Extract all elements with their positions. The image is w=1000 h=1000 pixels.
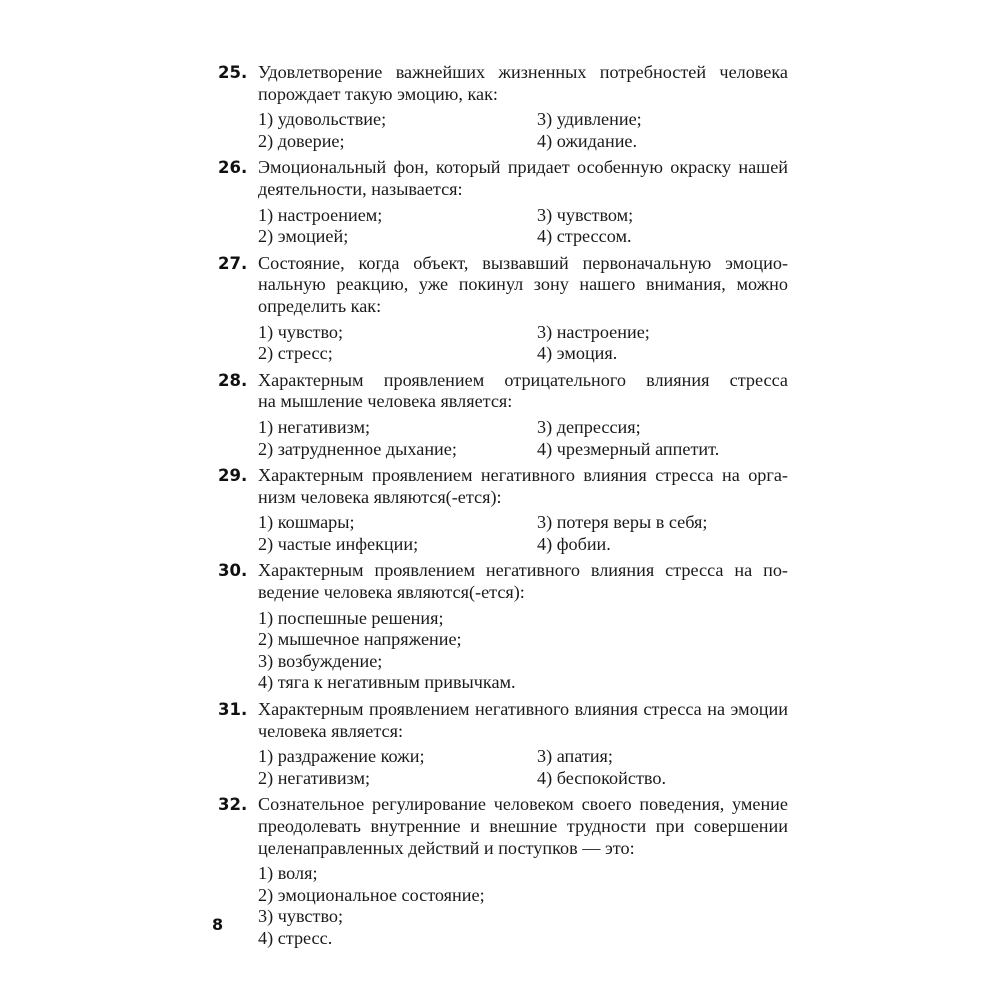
question-text <box>258 699 788 742</box>
answer-option: 2) частые инфекции; <box>258 533 419 554</box>
answer-option: 3) апатия; <box>537 746 613 767</box>
answer-option: 4) беспокойство. <box>537 767 666 788</box>
answer-options <box>258 322 788 365</box>
question-number: 26. <box>218 158 248 178</box>
question-text-line: низм человека являются(-ется): <box>258 486 502 507</box>
answer-options <box>258 205 788 248</box>
question-27 <box>218 253 788 365</box>
answer-option: 4) фобии. <box>537 533 611 554</box>
question-text-line: Характерным проявлением негативного влияния стресса на эмоции <box>258 699 788 720</box>
question-text-line: Эмоциональный фон, который придает особенную окраску нашей <box>258 157 788 178</box>
answer-options <box>258 109 788 152</box>
answer-option: 3) возбуждение; <box>258 650 383 671</box>
question-text-line: Сознательное регулирование человеком своего поведения, умение <box>258 794 788 815</box>
answer-option: 2) доверие; <box>258 130 345 151</box>
question-28 <box>218 370 788 460</box>
question-text <box>258 560 788 603</box>
question-number: 27. <box>218 253 248 273</box>
answer-option: 3) настроение; <box>537 321 650 342</box>
answer-options <box>258 863 788 949</box>
question-32 <box>218 794 788 949</box>
question-text <box>258 62 788 105</box>
question-text-line: Удовлетворение важнейших жизненных потребностей человека <box>258 62 788 82</box>
answer-option: 2) негативизм; <box>258 767 371 788</box>
question-text <box>258 465 788 508</box>
answer-option: 1) кошмары; <box>258 512 355 533</box>
question-number: 29. <box>218 466 248 486</box>
question-text-line: порождает такую эмоцию, как: <box>258 83 498 104</box>
answer-option: 2) затрудненное дыхание; <box>258 438 457 459</box>
question-31 <box>218 699 788 789</box>
question-text-line: Характерным проявлением негативного влияния стресса на по- <box>258 560 788 581</box>
answer-options <box>258 746 788 789</box>
question-text-line: преодолевать внутренние и внешние трудности при совершении <box>258 816 788 836</box>
answer-options <box>258 608 788 694</box>
question-text-line: целенаправленных действий и поступков — это: <box>258 837 635 858</box>
question-text-line: ведение человека являются(-ется): <box>258 582 525 603</box>
answer-option: 4) эмоция. <box>537 343 618 364</box>
question-text-line: определить как: <box>258 295 382 316</box>
question-number: 32. <box>218 795 248 815</box>
answer-option: 2) мышечное напряжение; <box>258 629 462 650</box>
answer-option: 1) воля; <box>258 863 318 884</box>
answer-option: 4) стрессом. <box>537 226 632 247</box>
answer-option: 1) негативизм; <box>258 416 371 437</box>
question-text-line: деятельности, называется: <box>258 178 463 199</box>
answer-option: 4) чрезмерный аппетит. <box>537 438 720 459</box>
answer-option: 1) поспешные решения; <box>258 607 444 628</box>
question-text <box>258 794 788 859</box>
question-26 <box>218 157 788 247</box>
answer-option: 3) депрессия; <box>537 416 641 437</box>
answer-option: 1) удовольствие; <box>258 109 387 130</box>
answer-option: 1) раздражение кожи; <box>258 746 425 767</box>
question-text-line: Состояние, когда объект, вызвавший первоначальную эмоцио- <box>258 252 788 273</box>
question-number: 28. <box>218 370 248 390</box>
answer-option: 1) настроением; <box>258 204 383 225</box>
answer-option: 3) чувство; <box>258 906 344 927</box>
question-number: 30. <box>218 561 248 581</box>
answer-option: 2) эмоциональное состояние; <box>258 884 485 905</box>
answer-option: 3) удивление; <box>537 109 642 130</box>
question-text-line: на мышление человека является: <box>258 391 513 412</box>
question-text-line: нальную реакцию, уже покинул зону нашего внимания, можно <box>258 274 788 295</box>
answer-option: 4) тяга к негативным привычкам. <box>258 672 516 693</box>
answer-options <box>258 512 788 555</box>
question-number: 25. <box>218 63 248 82</box>
page-number: 8 <box>212 915 224 934</box>
answer-option: 4) стресс. <box>258 927 333 948</box>
question-list <box>218 62 788 955</box>
answer-option: 1) чувство; <box>258 321 344 342</box>
answer-options <box>258 417 788 460</box>
answer-option: 2) стресс; <box>258 343 333 364</box>
question-29 <box>218 465 788 555</box>
question-text-line: человека является: <box>258 720 404 741</box>
question-text <box>258 157 788 200</box>
answer-option: 4) ожидание. <box>537 130 638 151</box>
question-30 <box>218 560 788 694</box>
answer-option: 2) эмоцией; <box>258 226 349 247</box>
question-text <box>258 370 788 413</box>
question-number: 31. <box>218 700 248 720</box>
answer-option: 3) потеря веры в себя; <box>537 512 708 533</box>
question-text-line: Характерным проявлением отрицательного влияния стресса <box>258 369 788 390</box>
question-text-line: Характерным проявлением негативного влияния стресса на орга- <box>258 465 788 486</box>
question-text <box>258 253 788 318</box>
question-25 <box>218 62 788 152</box>
answer-option: 3) чувством; <box>537 204 634 225</box>
